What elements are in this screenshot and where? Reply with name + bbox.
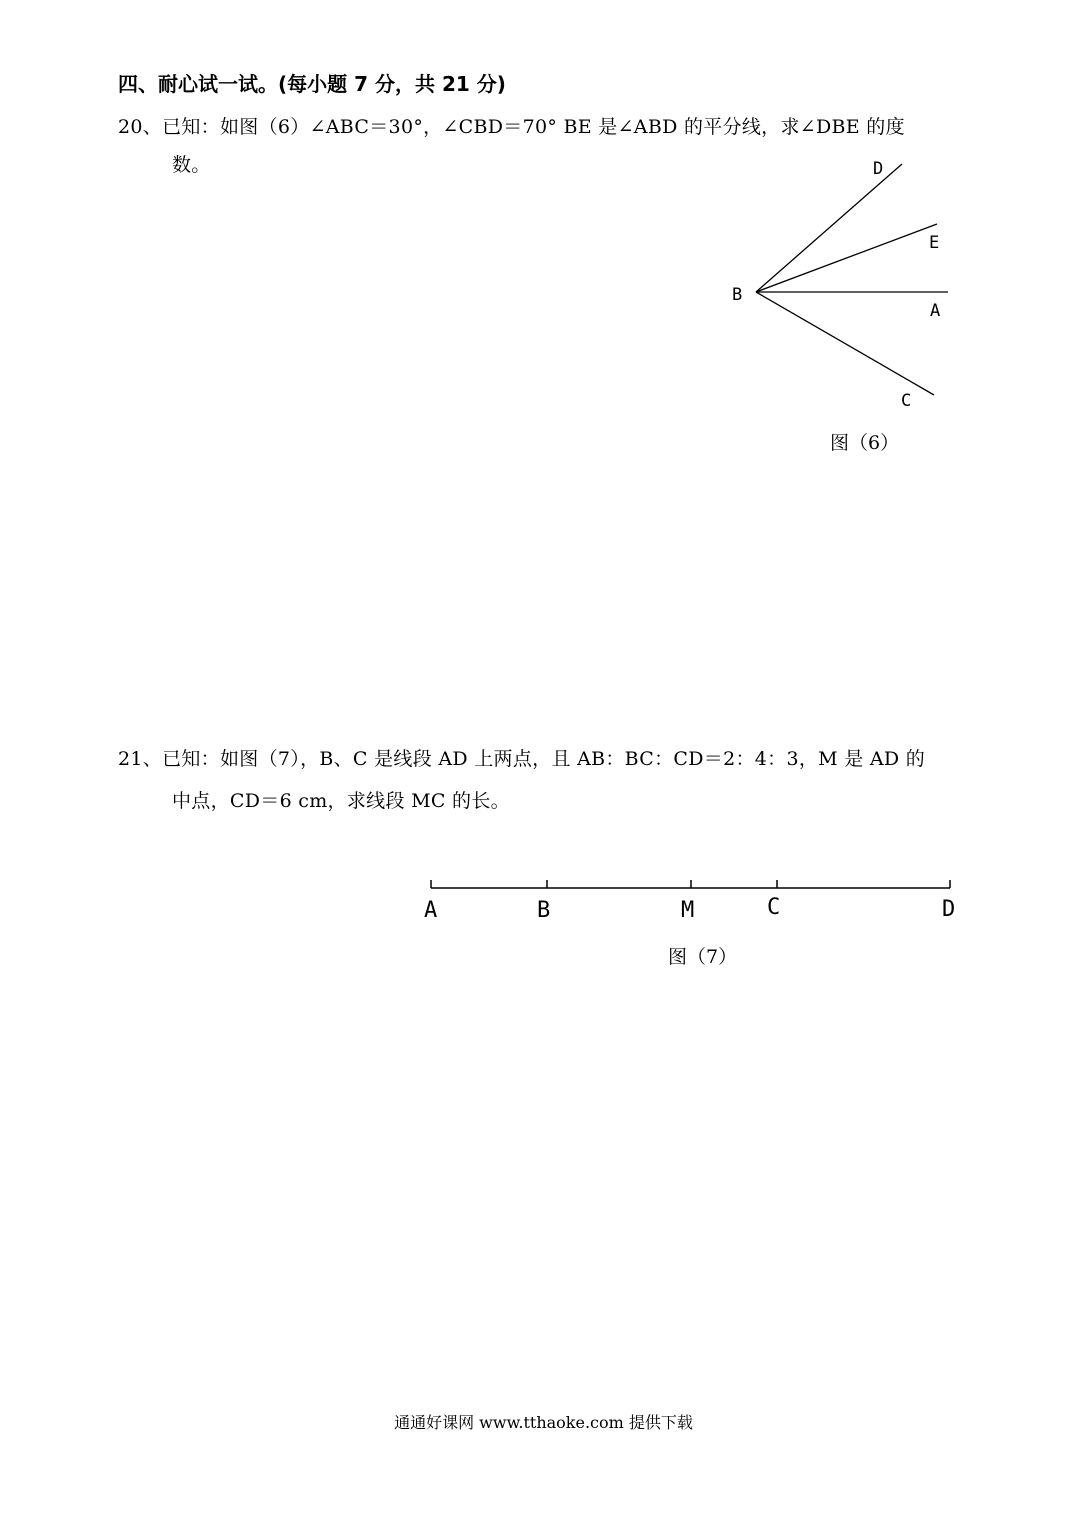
figure-7-line-segment [420,870,970,930]
question-20-text: 20、已知：如图（6）∠ABC＝30°，∠CBD＝70° BE 是∠ABD 的平分线，求∠DBE 的度 [118,116,905,138]
question-21-text-continued: 中点，CD＝6 cm，求线段 MC 的长。 [172,790,510,812]
question-21-text: 21、已知：如图（7），B、C 是线段 AD 上两点，且 AB：BC：CD＝2：4：3，M 是 AD 的 [118,748,926,770]
ray-bc [756,292,934,395]
question-20-text-continued: 数。 [172,154,211,176]
figure-7-caption: 图（7） [668,946,738,968]
ray-be [756,224,940,292]
figure-6-angle-diagram [720,150,970,420]
point-label-b: B [537,898,551,923]
point-label-e: E [929,233,940,253]
point-label-b: B [732,285,743,305]
point-label-a: A [424,898,438,923]
figure-6-caption: 图（6） [830,432,900,454]
ray-bd [756,164,902,292]
point-label-d: D [873,159,884,179]
section-title: 四、耐心试一试。(每小题 7 分，共 21 分) [118,72,506,96]
point-label-m: M [681,898,695,923]
footer-credit: 通通好课网 www.tthaoke.com 提供下载 [394,1413,693,1432]
point-label-c: C [767,895,781,920]
point-label-a: A [930,301,941,321]
point-label-c: C [901,391,912,411]
point-label-d: D [942,897,956,922]
